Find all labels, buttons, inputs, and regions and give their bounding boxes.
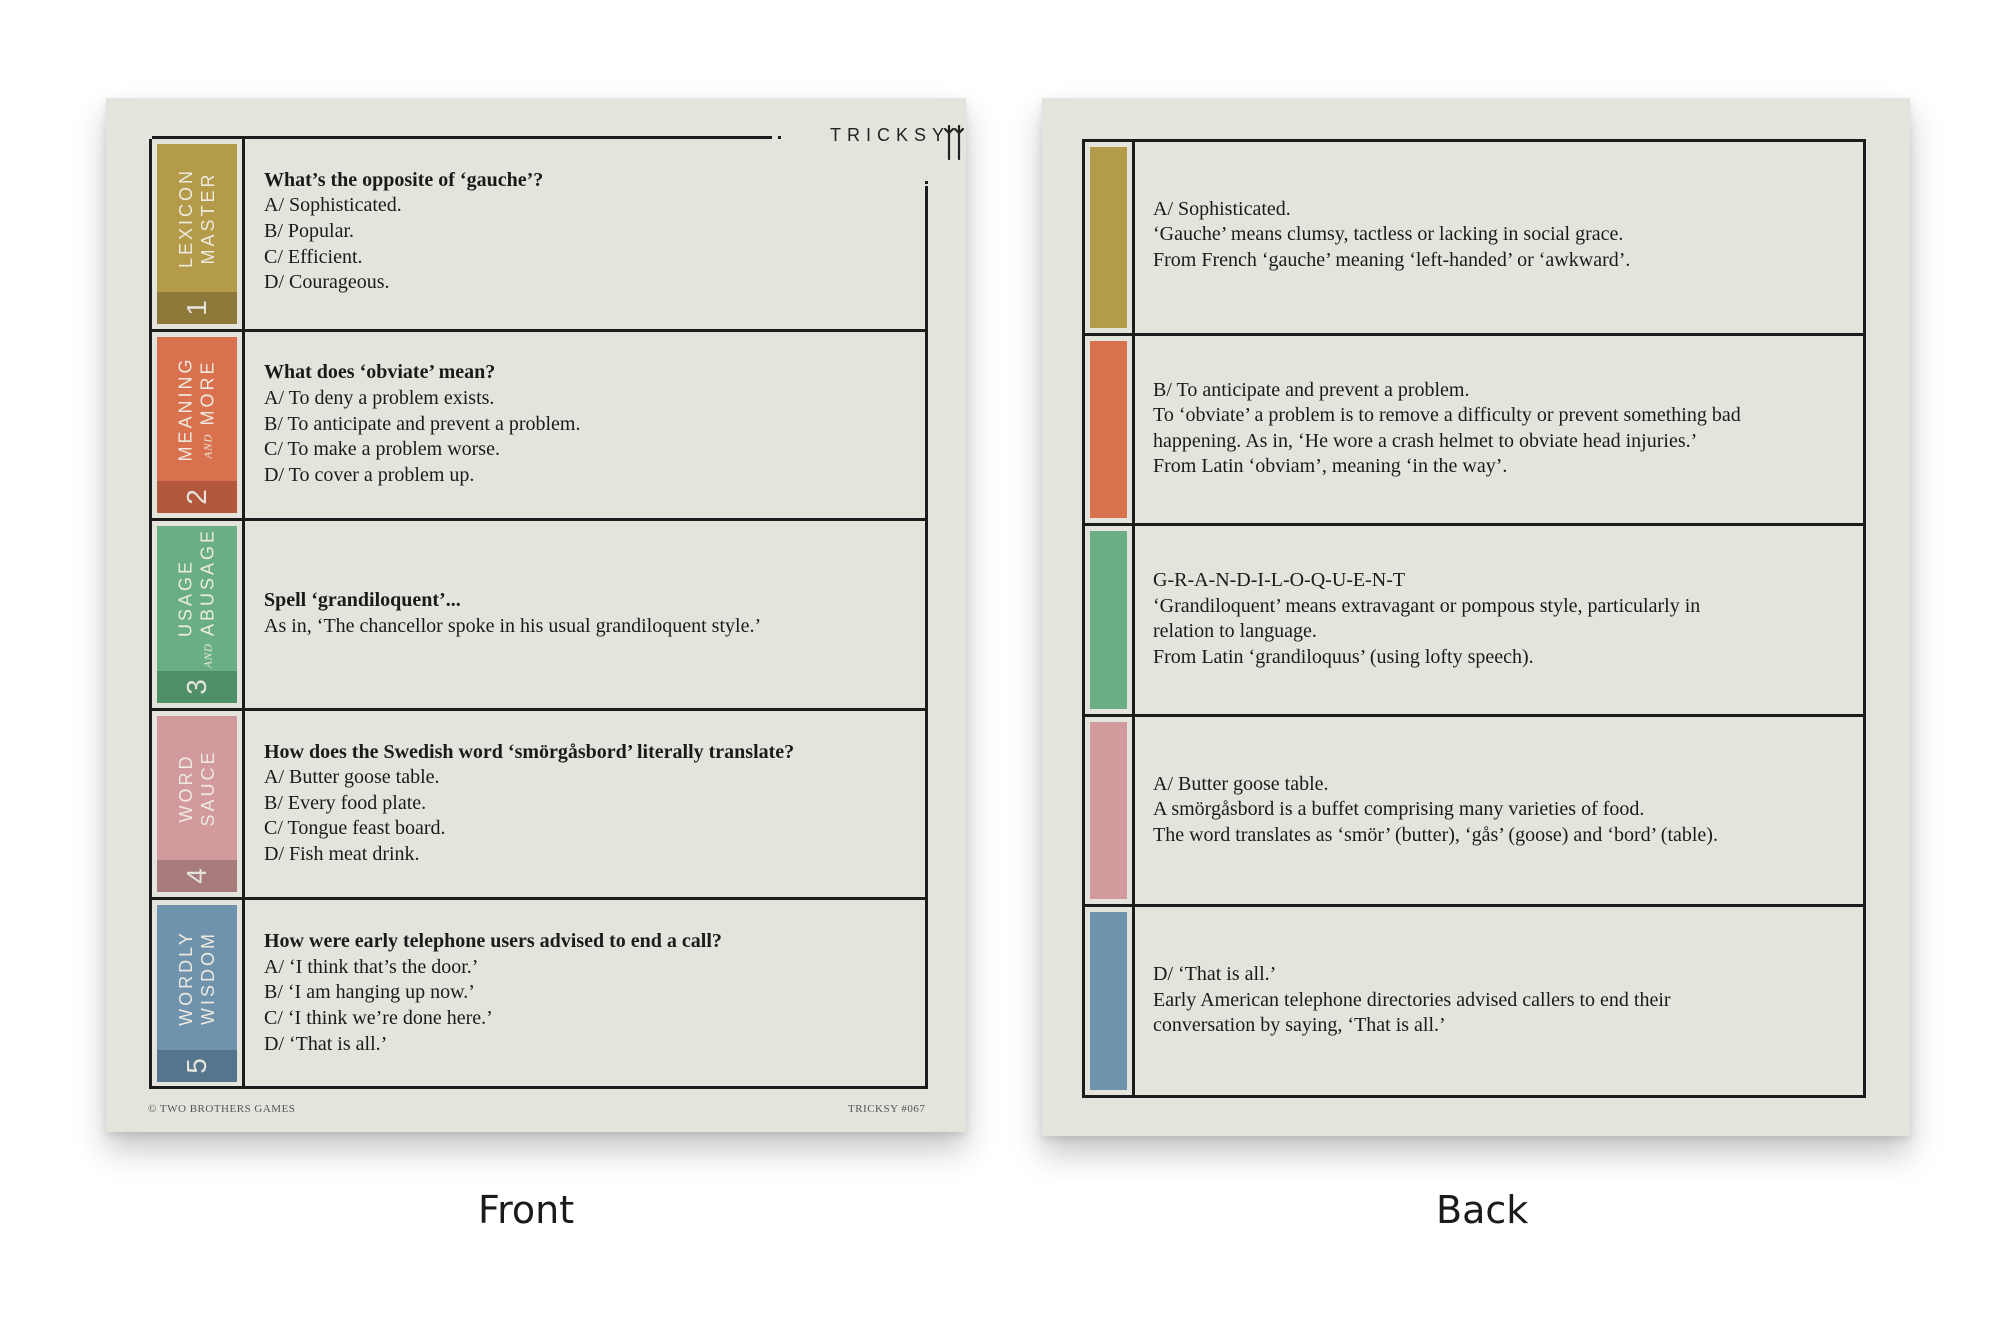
rule-dot-right [925,181,928,184]
answer-option: C/ Efficient. [264,245,363,268]
question-text [264,929,911,1057]
copyright: © TWO BROTHERS GAMES [148,1103,296,1115]
category-line: MASTER [198,171,218,265]
answer-line: B/ To anticipate and prevent a problem. [1153,378,1470,401]
answer-line: relation to language. [1153,620,1317,643]
category-line: WISDOM [198,930,218,1025]
question-row [152,518,925,708]
category-block [157,905,237,1082]
answer-text [1153,568,1853,670]
category-block [1090,722,1127,900]
answer-option: D/ ‘That is all.’ [264,1032,388,1055]
category-number: 4 [181,868,212,885]
answer-option: D/ To cover a problem up. [264,463,475,486]
category-strip [152,521,245,708]
answer-option: A/ ‘I think that’s the door.’ [264,955,479,978]
card-id: TRICKSY #067 [848,1103,926,1115]
category-strip [152,139,245,329]
category-line: WORDLY [176,929,196,1026]
answer-option: As in, ‘The chancellor spoke in his usual grandiloquent style.’ [264,614,762,637]
category-block [1090,531,1127,709]
category-line: SAUCE [198,749,218,827]
category-number: 5 [181,1058,212,1074]
category-strip [152,900,245,1087]
answer-line: conversation by saying, ‘That is all.’ [1153,1014,1446,1037]
category-label [174,356,219,461]
question-text [264,588,911,639]
category-number: 3 [181,678,212,695]
category-line [196,356,219,461]
category-block [1090,912,1127,1090]
answer-text [1153,962,1853,1039]
answer-line: A/ Sophisticated. [1153,197,1291,220]
category-label [174,528,219,668]
question-row [152,329,925,519]
question-row [152,897,925,1087]
back-frame [1082,139,1866,1098]
answer-option: B/ To anticipate and prevent a problem. [264,412,581,435]
category-strip [152,332,245,519]
answer-text [1153,197,1853,274]
category-number: 2 [181,489,212,505]
answer-line: D/ ‘That is all.’ [1153,963,1277,986]
front-frame [149,125,951,1089]
category-number: 1 [181,299,212,316]
answer-line: From Latin ‘obviam’, meaning ‘in the way’. [1153,455,1508,478]
answer-row [1085,904,1863,1095]
category-line: MEANING [175,356,196,462]
answer-option: C/ ‘I think we’re done here.’ [264,1006,493,1029]
category-line [196,528,219,668]
answer-row [1085,142,1863,333]
category-label [175,750,219,827]
category-number-band [157,481,237,513]
answer-line: G-R-A-N-D-I-L-O-Q-U-E-N-T [1153,569,1406,592]
category-strip [1085,526,1135,714]
category-number-band [157,1050,237,1082]
fork-logo-icon [942,125,966,161]
answer-option: B/ Every food plate. [264,791,427,814]
question: What’s the opposite of ‘gauche’? [264,168,544,191]
category-strip [1085,142,1135,333]
answer-line: Early American telephone directories advised callers to end their [1153,988,1671,1011]
answer-line: A smörgåsbord is a buffet comprising many varieties of food. [1153,798,1645,821]
answer-option: D/ Fish meat drink. [264,842,420,865]
category-line: WORD [176,753,196,823]
category-and: AND [202,433,215,459]
answer-option: B/ Popular. [264,219,355,242]
question: How does the Swedish word ‘smörgåsbord’ literally translate? [264,740,795,763]
answer-text [1153,378,1853,480]
front-card [106,98,966,1132]
answer-line: To ‘obviate’ a problem is to remove a difficulty or prevent something bad [1153,404,1741,427]
answer-line: From Latin ‘grandiloquus’ (using lofty speech). [1153,646,1534,669]
category-number-band [157,860,237,892]
answer-row [1085,523,1863,714]
category-label [175,930,219,1026]
answer-row [1085,333,1863,524]
answer-option: D/ Courageous. [264,271,390,294]
question-text [264,168,911,296]
question-row [152,139,925,329]
question: How were early telephone users advised to end a call? [264,930,722,953]
category-block [157,526,237,703]
category-block [1090,147,1127,328]
answer-line: ‘Gauche’ means clumsy, tactless or lacking in social grace. [1153,223,1624,246]
brand-name: TRICKSY [830,125,951,145]
answer-option: A/ To deny a problem exists. [264,386,495,409]
answer-text [1153,772,1853,849]
answer-option: B/ ‘I am hanging up now.’ [264,981,475,1004]
answer-line: A/ Butter goose table. [1153,772,1329,795]
answer-option: A/ Butter goose table. [264,766,440,789]
category-label [175,168,219,268]
question-text [264,740,911,868]
category-number-band [157,671,237,703]
category-strip [1085,907,1135,1095]
answer-line: The word translates as ‘smör’ (butter), ‘gås’ (goose) and ‘bord’ (table). [1153,823,1718,846]
answer-option: A/ Sophisticated. [264,194,402,217]
answer-option: C/ To make a problem worse. [264,438,500,461]
category-line: USAGE [175,559,196,638]
category-line: LEXICON [176,167,196,268]
answer-option: C/ Tongue feast board. [264,817,446,840]
category-strip [1085,717,1135,905]
back-card [1042,98,1910,1136]
category-word: MORE [197,359,218,426]
answer-line: ‘Grandiloquent’ means extravagant or pompous style, particularly in [1153,594,1701,617]
question-text [264,360,911,488]
category-block [157,716,237,893]
answer-line: From French ‘gauche’ meaning ‘left-handed’ or ‘awkward’. [1153,249,1631,272]
category-strip [1085,336,1135,524]
back-caption: Back [1436,1188,1529,1232]
question: What does ‘obviate’ mean? [264,361,496,384]
category-word: ABUSAGE [197,528,218,637]
question: Spell ‘grandiloquent’... [264,589,461,612]
category-number-band [157,292,237,324]
answer-line: happening. As in, ‘He wore a crash helmet to obviate head injuries.’ [1153,429,1698,452]
category-block [1090,341,1127,519]
category-block [157,337,237,514]
question-row [152,708,925,898]
front-caption: Front [478,1188,575,1232]
answer-row [1085,714,1863,905]
category-and: AND [202,643,215,669]
category-block [157,144,237,324]
category-strip [152,711,245,898]
